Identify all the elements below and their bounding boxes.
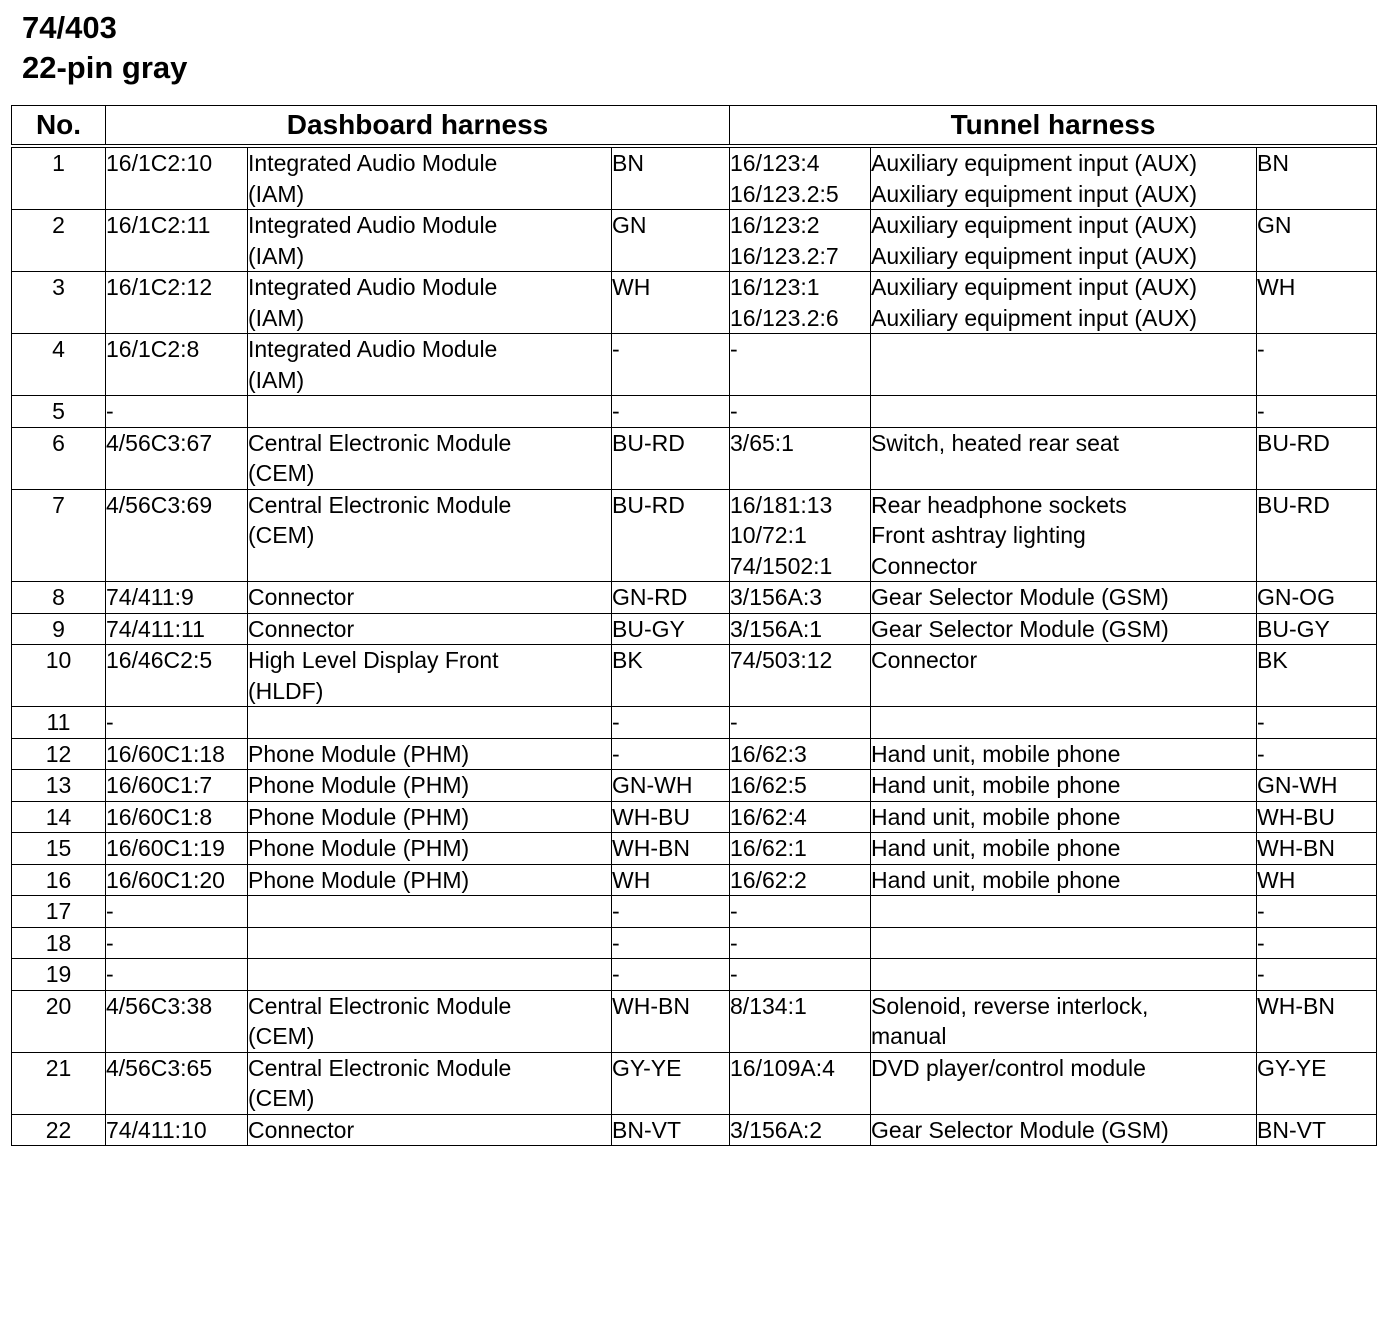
table-row xyxy=(12,582,1377,614)
tunnel-wire-color: WH-BN xyxy=(1257,990,1377,1052)
pin-number: 5 xyxy=(12,396,106,428)
tunnel-code xyxy=(730,801,871,833)
table-row xyxy=(12,864,1377,896)
pin-number: 17 xyxy=(12,896,106,928)
dashboard-code-line: 16/60C1:18 xyxy=(106,740,225,767)
tunnel-code xyxy=(730,582,871,614)
tunnel-code xyxy=(730,864,871,896)
dashboard-wire-color: WH xyxy=(612,864,730,896)
pin-number: 18 xyxy=(12,927,106,959)
tunnel-code-line: 74/1502:1 xyxy=(730,552,833,579)
dashboard-wire-color: WH-BN xyxy=(612,990,730,1052)
dashboard-code-line: - xyxy=(106,709,114,735)
dashboard-code xyxy=(106,927,248,959)
tunnel-code-line: 74/503:12 xyxy=(730,647,833,673)
tunnel-description-line: Auxiliary equipment input (AUX) xyxy=(871,304,1197,331)
tunnel-description xyxy=(871,489,1257,582)
dashboard-description-line: Connector xyxy=(248,1116,355,1143)
tunnel-wire-color: WH-BU xyxy=(1257,801,1377,833)
tunnel-description xyxy=(871,864,1257,896)
tunnel-description xyxy=(871,210,1257,272)
tunnel-code xyxy=(730,334,871,396)
tunnel-wire-color: WH xyxy=(1257,864,1377,896)
dashboard-code-line: - xyxy=(106,898,114,924)
table-row xyxy=(12,833,1377,865)
dashboard-description xyxy=(248,645,612,707)
dashboard-wire-color: - xyxy=(612,396,730,428)
table-row xyxy=(12,146,1377,210)
table-row xyxy=(12,334,1377,396)
dashboard-description-line: High Level Display Front xyxy=(248,647,499,673)
dashboard-wire-color: - xyxy=(612,738,730,770)
dashboard-code-line: 16/1C2:10 xyxy=(106,150,213,176)
tunnel-code-line: 10/72:1 xyxy=(730,522,807,548)
dashboard-wire-color: GY-YE xyxy=(612,1052,730,1114)
dashboard-wire-color: WH-BU xyxy=(612,801,730,833)
tunnel-wire-color: BU-RD xyxy=(1257,427,1377,489)
dashboard-code xyxy=(106,489,248,582)
dashboard-code xyxy=(106,959,248,991)
tunnel-description-line: DVD player/control module xyxy=(871,1054,1146,1081)
dashboard-code xyxy=(106,896,248,928)
dashboard-description xyxy=(248,489,612,582)
tunnel-description xyxy=(871,146,1257,210)
dashboard-description xyxy=(248,1052,612,1114)
dashboard-description-line: (HLDF) xyxy=(248,677,324,704)
pin-number: 20 xyxy=(12,990,106,1052)
tunnel-description-line: Hand unit, mobile phone xyxy=(871,866,1121,893)
pin-number: 16 xyxy=(12,864,106,896)
pin-number: 3 xyxy=(12,272,106,334)
dashboard-code xyxy=(106,334,248,396)
pin-assignment-table xyxy=(11,105,1377,1146)
tunnel-code xyxy=(730,959,871,991)
dashboard-code xyxy=(106,770,248,802)
tunnel-wire-color: WH-BN xyxy=(1257,833,1377,865)
dashboard-code-line: 16/46C2:5 xyxy=(106,647,213,673)
table-row xyxy=(12,927,1377,959)
pin-number: 13 xyxy=(12,770,106,802)
dashboard-description xyxy=(248,833,612,865)
tunnel-code xyxy=(730,927,871,959)
table-row xyxy=(12,1052,1377,1114)
dashboard-code xyxy=(106,707,248,739)
pin-number: 4 xyxy=(12,334,106,396)
dashboard-description xyxy=(248,801,612,833)
tunnel-wire-color: - xyxy=(1257,396,1377,428)
dashboard-description-line: Central Electronic Module xyxy=(248,491,512,518)
dashboard-description-line: (IAM) xyxy=(248,304,305,331)
tunnel-description-line: Switch, heated rear seat xyxy=(871,429,1120,456)
tunnel-description-line: Auxiliary equipment input (AUX) xyxy=(871,212,1197,238)
tunnel-wire-color: GN-WH xyxy=(1257,770,1377,802)
tunnel-description xyxy=(871,582,1257,614)
tunnel-description xyxy=(871,645,1257,707)
header-tunnel-harness: Tunnel harness xyxy=(730,106,1377,147)
tunnel-code xyxy=(730,1052,871,1114)
pin-number: 15 xyxy=(12,833,106,865)
tunnel-code-line: 16/123:1 xyxy=(730,274,820,300)
tunnel-description xyxy=(871,272,1257,334)
tunnel-wire-color: BU-GY xyxy=(1257,613,1377,645)
dashboard-code-line: 16/1C2:12 xyxy=(106,274,213,300)
dashboard-description-line: Central Electronic Module xyxy=(248,992,512,1019)
dashboard-description-line: Phone Module (PHM) xyxy=(248,772,470,798)
dashboard-wire-color: BN xyxy=(612,146,730,210)
dashboard-description xyxy=(248,613,612,645)
tunnel-code xyxy=(730,738,871,770)
dashboard-wire-color: - xyxy=(612,334,730,396)
dashboard-wire-color: GN xyxy=(612,210,730,272)
dashboard-wire-color: - xyxy=(612,896,730,928)
tunnel-description xyxy=(871,770,1257,802)
tunnel-code xyxy=(730,896,871,928)
dashboard-code-line: - xyxy=(106,961,114,987)
dashboard-description xyxy=(248,707,612,739)
dashboard-code xyxy=(106,1052,248,1114)
tunnel-code xyxy=(730,396,871,428)
dashboard-wire-color: BU-RD xyxy=(612,489,730,582)
tunnel-description-line: Hand unit, mobile phone xyxy=(871,835,1121,861)
dashboard-description xyxy=(248,427,612,489)
tunnel-code xyxy=(730,427,871,489)
pin-number: 10 xyxy=(12,645,106,707)
tunnel-description xyxy=(871,959,1257,991)
tunnel-description xyxy=(871,1052,1257,1114)
dashboard-wire-color: - xyxy=(612,707,730,739)
dashboard-code-line: 16/60C1:20 xyxy=(106,866,225,893)
table-header-row xyxy=(12,106,1377,147)
dashboard-code-line: 4/56C3:38 xyxy=(106,992,213,1019)
dashboard-code-line: 74/411:11 xyxy=(106,615,205,642)
dashboard-description xyxy=(248,1114,612,1146)
tunnel-code-line: - xyxy=(730,898,738,924)
tunnel-description-line: manual xyxy=(871,1023,947,1049)
dashboard-description-line: (IAM) xyxy=(248,180,305,207)
dashboard-description xyxy=(248,770,612,802)
dashboard-code-line: 4/56C3:67 xyxy=(106,429,213,456)
dashboard-code xyxy=(106,146,248,210)
dashboard-code xyxy=(106,864,248,896)
tunnel-description-line: Hand unit, mobile phone xyxy=(871,803,1121,830)
dashboard-description-line: (CEM) xyxy=(248,460,315,486)
dashboard-code xyxy=(106,613,248,645)
tunnel-code-line: 16/109A:4 xyxy=(730,1054,835,1081)
header-no: No. xyxy=(12,106,106,147)
tunnel-description-line: Gear Selector Module (GSM) xyxy=(871,584,1169,610)
tunnel-description-line: Connector xyxy=(871,552,978,579)
dashboard-wire-color: WH-BN xyxy=(612,833,730,865)
tunnel-code xyxy=(730,990,871,1052)
page-title xyxy=(22,8,187,88)
dashboard-code xyxy=(106,990,248,1052)
dashboard-description-line: Connector xyxy=(248,584,355,610)
tunnel-description-line: Auxiliary equipment input (AUX) xyxy=(871,150,1197,176)
pin-number: 1 xyxy=(12,146,106,210)
dashboard-description-line: Phone Module (PHM) xyxy=(248,866,470,893)
tunnel-description-line: Hand unit, mobile phone xyxy=(871,740,1121,767)
tunnel-description xyxy=(871,990,1257,1052)
dashboard-description-line: Connector xyxy=(248,615,355,642)
tunnel-code-line: - xyxy=(730,398,738,424)
tunnel-code-line: 16/62:3 xyxy=(730,740,807,767)
tunnel-wire-color: BK xyxy=(1257,645,1377,707)
tunnel-wire-color: GN xyxy=(1257,210,1377,272)
tunnel-description xyxy=(871,896,1257,928)
dashboard-description xyxy=(248,738,612,770)
tunnel-description-line: Auxiliary equipment input (AUX) xyxy=(871,180,1197,207)
pin-number: 9 xyxy=(12,613,106,645)
dashboard-description xyxy=(248,210,612,272)
pin-number: 7 xyxy=(12,489,106,582)
tunnel-description xyxy=(871,427,1257,489)
connector-description: 22-pin gray xyxy=(22,50,188,85)
dashboard-description-line: Integrated Audio Module xyxy=(248,212,498,238)
tunnel-description-line: Gear Selector Module (GSM) xyxy=(871,615,1169,642)
tunnel-code xyxy=(730,645,871,707)
tunnel-code-line: 16/62:2 xyxy=(730,866,807,893)
table-row xyxy=(12,613,1377,645)
tunnel-code-line: 3/156A:3 xyxy=(730,584,823,610)
dashboard-description xyxy=(248,146,612,210)
pin-number: 6 xyxy=(12,427,106,489)
tunnel-description xyxy=(871,396,1257,428)
table-row xyxy=(12,427,1377,489)
dashboard-wire-color: BN-VT xyxy=(612,1114,730,1146)
dashboard-description-line: (IAM) xyxy=(248,366,305,393)
tunnel-wire-color: - xyxy=(1257,738,1377,770)
tunnel-code xyxy=(730,272,871,334)
tunnel-wire-color: - xyxy=(1257,959,1377,991)
tunnel-code-line: 16/62:1 xyxy=(730,835,807,861)
tunnel-wire-color: GY-YE xyxy=(1257,1052,1377,1114)
dashboard-code-line: 16/60C1:8 xyxy=(106,803,213,830)
tunnel-code xyxy=(730,613,871,645)
table-row xyxy=(12,707,1377,739)
tunnel-code-line: - xyxy=(730,709,738,735)
tunnel-code-line: 16/123.2:7 xyxy=(730,242,839,269)
dashboard-code xyxy=(106,645,248,707)
dashboard-description xyxy=(248,334,612,396)
dashboard-description-line: Phone Module (PHM) xyxy=(248,803,470,830)
tunnel-description xyxy=(871,707,1257,739)
dashboard-description xyxy=(248,396,612,428)
tunnel-code-line: 8/134:1 xyxy=(730,992,807,1019)
dashboard-description-line: (CEM) xyxy=(248,1085,315,1111)
pin-number: 21 xyxy=(12,1052,106,1114)
tunnel-code-line: 16/181:13 xyxy=(730,491,833,518)
table-row xyxy=(12,396,1377,428)
tunnel-description-line: Auxiliary equipment input (AUX) xyxy=(871,242,1197,269)
dashboard-code-line: 74/411:10 xyxy=(106,1116,207,1143)
dashboard-description-line: Central Electronic Module xyxy=(248,429,512,456)
tunnel-wire-color: - xyxy=(1257,334,1377,396)
dashboard-wire-color: - xyxy=(612,959,730,991)
dashboard-code xyxy=(106,210,248,272)
dashboard-code-line: - xyxy=(106,398,114,424)
dashboard-description xyxy=(248,272,612,334)
tunnel-code xyxy=(730,146,871,210)
tunnel-wire-color: - xyxy=(1257,896,1377,928)
tunnel-code xyxy=(730,833,871,865)
dashboard-code xyxy=(106,738,248,770)
tunnel-code-line: 3/65:1 xyxy=(730,429,794,456)
dashboard-code-line: 16/60C1:7 xyxy=(106,772,213,798)
tunnel-code-line: 3/156A:2 xyxy=(730,1116,823,1143)
tunnel-code xyxy=(730,770,871,802)
tunnel-description-line: Auxiliary equipment input (AUX) xyxy=(871,274,1197,300)
dashboard-code xyxy=(106,1114,248,1146)
tunnel-description-line: Front ashtray lighting xyxy=(871,522,1086,548)
tunnel-code xyxy=(730,1114,871,1146)
dashboard-code-line: 4/56C3:65 xyxy=(106,1054,213,1081)
dashboard-code-line: 16/1C2:11 xyxy=(106,212,211,238)
tunnel-description-line: Connector xyxy=(871,647,978,673)
dashboard-code-line: - xyxy=(106,929,114,956)
tunnel-wire-color: - xyxy=(1257,927,1377,959)
dashboard-description-line: Integrated Audio Module xyxy=(248,336,498,362)
dashboard-description-line: Central Electronic Module xyxy=(248,1054,512,1081)
pin-number: 12 xyxy=(12,738,106,770)
dashboard-description-line: Phone Module (PHM) xyxy=(248,835,470,861)
tunnel-code xyxy=(730,210,871,272)
dashboard-description xyxy=(248,864,612,896)
tunnel-code-line: - xyxy=(730,961,738,987)
dashboard-description-line: (IAM) xyxy=(248,242,305,269)
table-row xyxy=(12,645,1377,707)
tunnel-description-line: Solenoid, reverse interlock, xyxy=(871,992,1149,1019)
dashboard-description-line: (CEM) xyxy=(248,522,315,548)
tunnel-code-line: 3/156A:1 xyxy=(730,615,823,642)
pin-number: 2 xyxy=(12,210,106,272)
dashboard-description-line: Integrated Audio Module xyxy=(248,274,498,300)
tunnel-code xyxy=(730,707,871,739)
dashboard-code xyxy=(106,427,248,489)
dashboard-code-line: 4/56C3:69 xyxy=(106,491,213,518)
pin-number: 11 xyxy=(12,707,106,739)
table-row xyxy=(12,1114,1377,1146)
dashboard-description-line: Integrated Audio Module xyxy=(248,150,498,176)
dashboard-wire-color: BK xyxy=(612,645,730,707)
table-row xyxy=(12,272,1377,334)
tunnel-code-line: - xyxy=(730,929,738,956)
table-row xyxy=(12,801,1377,833)
dashboard-description-line: (CEM) xyxy=(248,1023,315,1049)
tunnel-code-line: 16/62:5 xyxy=(730,772,807,798)
table-row xyxy=(12,770,1377,802)
tunnel-description-line: Rear headphone sockets xyxy=(871,491,1127,518)
tunnel-code-line: 16/123.2:5 xyxy=(730,180,839,207)
pin-number: 22 xyxy=(12,1114,106,1146)
dashboard-wire-color: GN-WH xyxy=(612,770,730,802)
dashboard-code-line: 16/1C2:8 xyxy=(106,336,200,362)
dashboard-code xyxy=(106,396,248,428)
tunnel-wire-color: WH xyxy=(1257,272,1377,334)
dashboard-wire-color: BU-RD xyxy=(612,427,730,489)
table-row xyxy=(12,959,1377,991)
connector-id: 74/403 xyxy=(22,10,117,45)
tunnel-description xyxy=(871,613,1257,645)
tunnel-code-line: 16/62:4 xyxy=(730,803,807,830)
dashboard-description xyxy=(248,896,612,928)
dashboard-code xyxy=(106,801,248,833)
dashboard-code xyxy=(106,582,248,614)
dashboard-code xyxy=(106,272,248,334)
dashboard-description-line: Phone Module (PHM) xyxy=(248,740,470,767)
dashboard-description xyxy=(248,959,612,991)
header-dashboard-harness: Dashboard harness xyxy=(106,106,730,147)
tunnel-description xyxy=(871,927,1257,959)
table-row xyxy=(12,210,1377,272)
tunnel-description-line: Hand unit, mobile phone xyxy=(871,772,1121,798)
dashboard-wire-color: - xyxy=(612,927,730,959)
table-row xyxy=(12,990,1377,1052)
dashboard-code xyxy=(106,833,248,865)
tunnel-wire-color: BU-RD xyxy=(1257,489,1377,582)
tunnel-description xyxy=(871,1114,1257,1146)
tunnel-code-line: - xyxy=(730,336,738,362)
table-row xyxy=(12,489,1377,582)
dashboard-description xyxy=(248,582,612,614)
table-row xyxy=(12,896,1377,928)
dashboard-description xyxy=(248,990,612,1052)
dashboard-wire-color: WH xyxy=(612,272,730,334)
table-row xyxy=(12,738,1377,770)
dashboard-wire-color: BU-GY xyxy=(612,613,730,645)
tunnel-description xyxy=(871,801,1257,833)
tunnel-description xyxy=(871,738,1257,770)
tunnel-description xyxy=(871,833,1257,865)
tunnel-description-line: Gear Selector Module (GSM) xyxy=(871,1116,1169,1143)
tunnel-description xyxy=(871,334,1257,396)
tunnel-wire-color: BN xyxy=(1257,146,1377,210)
pin-number: 19 xyxy=(12,959,106,991)
tunnel-code-line: 16/123:4 xyxy=(730,150,820,176)
tunnel-code-line: 16/123.2:6 xyxy=(730,304,839,331)
dashboard-code-line: 16/60C1:19 xyxy=(106,835,225,861)
dashboard-wire-color: GN-RD xyxy=(612,582,730,614)
tunnel-wire-color: BN-VT xyxy=(1257,1114,1377,1146)
dashboard-description xyxy=(248,927,612,959)
pin-number: 14 xyxy=(12,801,106,833)
tunnel-code-line: 16/123:2 xyxy=(730,212,820,238)
tunnel-code xyxy=(730,489,871,582)
tunnel-wire-color: - xyxy=(1257,707,1377,739)
pin-number: 8 xyxy=(12,582,106,614)
tunnel-wire-color: GN-OG xyxy=(1257,582,1377,614)
dashboard-code-line: 74/411:9 xyxy=(106,584,194,610)
